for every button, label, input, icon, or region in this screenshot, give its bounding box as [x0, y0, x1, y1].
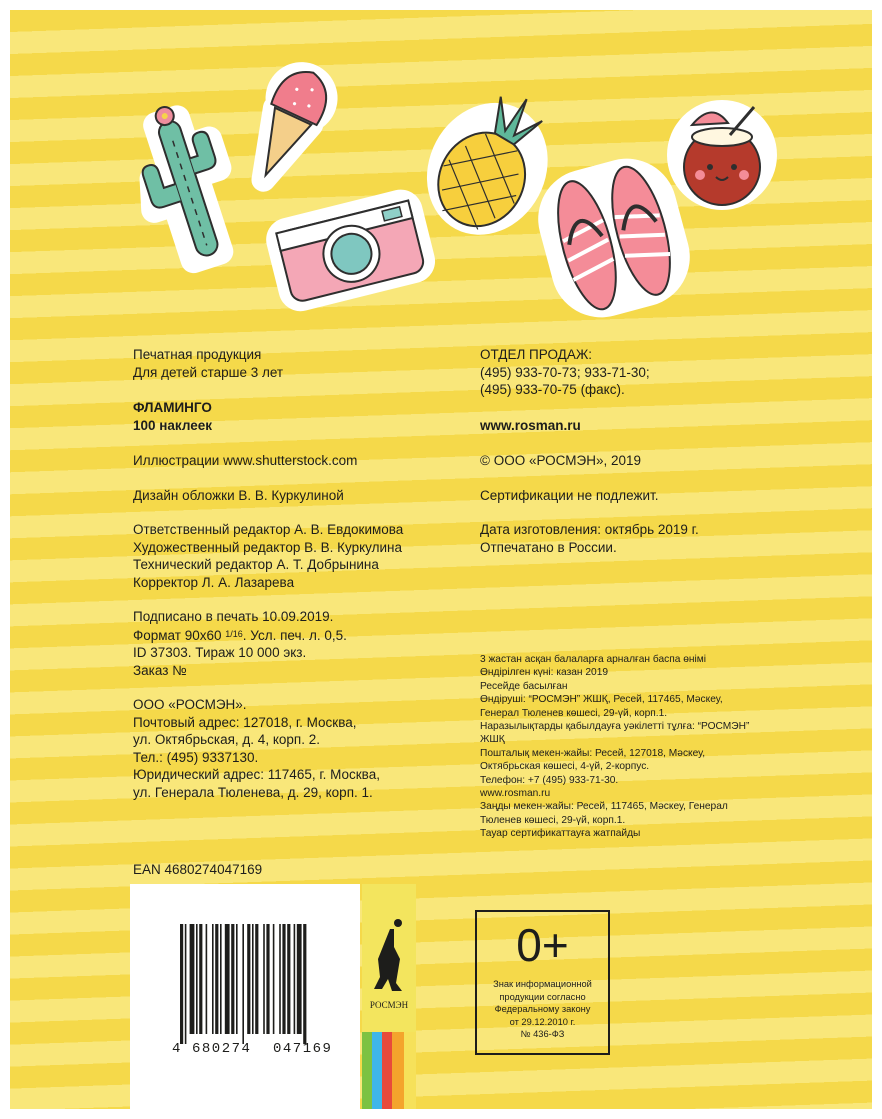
barcode-bar [199, 924, 202, 1034]
age-rating-box [475, 910, 610, 1055]
kazakh-line: Телефон: +7 (495) 933-71-30. [480, 774, 619, 786]
kazakh-line: 3 жастан асқан балаларға арналған баспа өнімі [480, 654, 707, 665]
kazakh-line: Ресейде басылған [480, 680, 568, 692]
barcode-digits-group2: 047169 [273, 1041, 333, 1057]
kazakh-line: Наразылықтарды қабылдауға уәкілетті тұлға: “РОСМЭН” [480, 721, 750, 733]
barcode-bar [294, 924, 296, 1034]
illustrations-credit: Иллюстрации www.shutterstock.com [133, 453, 358, 468]
barcode-bar [279, 924, 281, 1034]
publisher-logo [362, 884, 416, 1109]
cover-design-credit: Дизайн обложки В. В. Куркулиной [133, 487, 344, 503]
company-line: Тел.: (495) 9337130. [133, 749, 259, 765]
kazakh-line: Октябрьская көшесі, 4-үй, 2-корпус. [480, 761, 650, 773]
company-line: ул. Октябрьская, д. 4, корп. 2. [133, 732, 320, 747]
barcode-bar [303, 924, 306, 1044]
credit-line: Художественный редактор В. В. Куркулина [133, 539, 402, 555]
publisher-name: РОСМЭН [369, 1000, 409, 1010]
right-imprint [480, 346, 699, 556]
book-back-cover [10, 10, 872, 1109]
barcode-bar [255, 924, 258, 1034]
kazakh-imprint [480, 653, 749, 841]
barcode-bar [263, 924, 265, 1034]
camera-sticker [261, 185, 439, 316]
kazakh-line: Тюленев көшесі, 29-үй, корп.1. [480, 814, 626, 826]
printed-in: Отпечатано в России. [480, 539, 617, 555]
publisher-strip [362, 884, 416, 1109]
barcode-bar [266, 924, 269, 1034]
certification-note: Сертификации не подлежит. [480, 487, 659, 503]
product-type: Печатная продукция [133, 347, 262, 362]
ean-code: EAN 4680274047169 [133, 862, 263, 877]
sales-phones: (495) 933-70-73; 933-71-30; [480, 364, 650, 380]
kazakh-line: Өндірілген күні: казан 2019 [480, 667, 609, 679]
website: www.rosman.ru [480, 417, 581, 433]
left-imprint [133, 346, 403, 801]
age-note: Для детей старше 3 лет [133, 364, 284, 380]
sticker-row [10, 10, 872, 320]
sales-fax: (495) 933-70-75 (факс). [480, 382, 625, 397]
sales-title: ОТДЕЛ ПРОДАЖ: [480, 347, 593, 362]
ice-cream-sticker [231, 50, 350, 195]
barcode-bar [215, 924, 218, 1034]
company-line: ООО «РОСМЭН». [133, 697, 247, 712]
barcode-bar [297, 924, 302, 1034]
kazakh-line: Генерал Тюленев көшесі, 29-үй, корп.1. [480, 707, 668, 719]
format-line: Формат 90х60 $^{1/16}$. Усл. печ. л. 0,5. [133, 627, 347, 643]
manufacture-date: Дата изготовления: октябрь 2019 г. [480, 522, 699, 537]
book-title: ФЛАМИНГО [133, 400, 212, 415]
barcode-bar [196, 924, 198, 1034]
barcode-digit-first: 4 [172, 1041, 181, 1057]
coconut-sticker [667, 100, 777, 210]
credit-line: Корректор Л. А. Лазарева [133, 574, 295, 590]
hare-logo-icon [374, 919, 402, 991]
id-line: ID 37303. Тираж 10 000 экз. [133, 645, 307, 660]
kazakh-line: Пошталық мекен-жайы: Ресей, 127018, Мәскеу, [480, 747, 706, 759]
barcode-bar [225, 924, 230, 1034]
age-rating-caption: Знак информационной продукции согласно Федеральному закону от 29.12.2010 г. № 436-ФЗ [493, 979, 592, 1039]
barcode-bar [190, 924, 195, 1034]
age-rating-mark: 0+ [516, 919, 569, 971]
barcode-bar [273, 924, 275, 1034]
credit-line: Технический редактор А. Т. Добрынина [133, 557, 379, 572]
print-signed: Подписано в печать 10.09.2019. [133, 609, 334, 624]
credit-line: Ответственный редактор А. В. Евдокимова [133, 522, 404, 537]
company-line: Почтовый адрес: 127018, г. Москва, [133, 714, 357, 730]
kazakh-line: Заңды мекен-жайы: Ресей, 117465, Мәскеу, Генерал [480, 801, 728, 813]
barcode-bar [287, 924, 290, 1034]
kazakh-line: Тауар сертификаттауға жатпайды [480, 828, 641, 840]
book-subtitle: 100 наклеек [133, 417, 213, 433]
kazakh-line: Өндіруші: “РОСМЭН” ЖШҚ, Ресей, 117465, Мәскеу, [480, 694, 723, 706]
barcode [130, 884, 360, 1109]
barcode-bars [180, 924, 306, 1044]
barcode-bar [247, 924, 250, 1034]
kazakh-line: www.rosman.ru [480, 788, 551, 800]
company-line: Юридический адрес: 117465, г. Москва, [133, 767, 380, 782]
cactus-sticker [125, 97, 243, 267]
kazakh-line: ЖШҚ [480, 734, 505, 746]
barcode-bar [212, 924, 214, 1034]
barcode-bar [252, 924, 254, 1034]
barcode-digits-group1: 680274 [192, 1041, 252, 1057]
barcode-bar [180, 924, 183, 1044]
barcode-bar [206, 924, 208, 1034]
barcode-bar [185, 924, 187, 1044]
barcode-panel [130, 884, 360, 1109]
barcode-bar [282, 924, 285, 1034]
barcode-bar [242, 924, 244, 1044]
barcode-bar [236, 924, 238, 1034]
order-line: Заказ № [133, 662, 187, 678]
copyright: © ООО «РОСМЭН», 2019 [480, 453, 642, 468]
company-line: ул. Генерала Тюленева, д. 29, корп. 1. [133, 784, 373, 800]
barcode-bar [231, 924, 234, 1034]
barcode-bar [220, 924, 222, 1034]
